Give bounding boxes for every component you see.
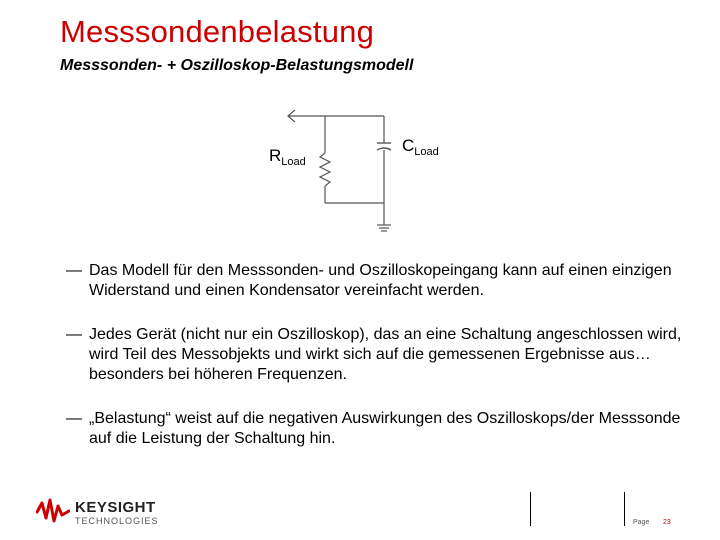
bullet-list (66, 261, 696, 473)
probe-load-circuit-diagram (250, 100, 470, 245)
capacitor-label-subscript: Load (414, 146, 439, 158)
keysight-logo-icon (36, 498, 70, 524)
bullet-item (66, 325, 696, 385)
bullet-marker: — (66, 410, 82, 427)
resistor-label-subscript: Load (281, 156, 306, 168)
slide-subtitle: Messsonden- + Oszilloskop-Belastungsmodell (60, 57, 414, 74)
resistor-label-main: R (269, 146, 282, 165)
capacitor-plate-bottom (377, 148, 391, 150)
bullet-text: Das Modell für den Messsonden- und Oszilloskopeingang kann auf einen einzigen Widerstand und einen Kondensator vereinfacht werden. (89, 262, 672, 299)
slide-title: Messsondenbelastung (60, 14, 375, 49)
page-number: 23 (663, 519, 671, 526)
footer-divider (530, 492, 531, 526)
resistor-label (269, 146, 306, 166)
bullet-marker: — (66, 326, 82, 343)
bullet-item (66, 409, 696, 449)
capacitor-label (402, 136, 439, 156)
bullet-text: „Belastung“ weist auf die negativen Auswirkungen des Oszilloskops/der Messsonde auf die Leistung der Schaltung hin. (89, 410, 681, 447)
bullet-text: Jedes Gerät (nicht nur ein Oszilloskop), das an eine Schaltung angeschlossen wird, wird Teil des Messobjekts und wirkt sich auf die gemessenen Ergebnisse aus… besonders bei höheren Frequenzen. (89, 326, 682, 383)
brand-subtitle: TECHNOLOGIES (75, 516, 159, 526)
bullet-marker: — (66, 262, 82, 279)
capacitor-label-main: C (402, 136, 415, 155)
resistor-symbol (320, 153, 330, 186)
footer-divider (624, 492, 625, 526)
page-label: Page (633, 519, 650, 526)
brand-name: KEYSIGHT (75, 499, 156, 516)
bullet-item (66, 261, 696, 301)
